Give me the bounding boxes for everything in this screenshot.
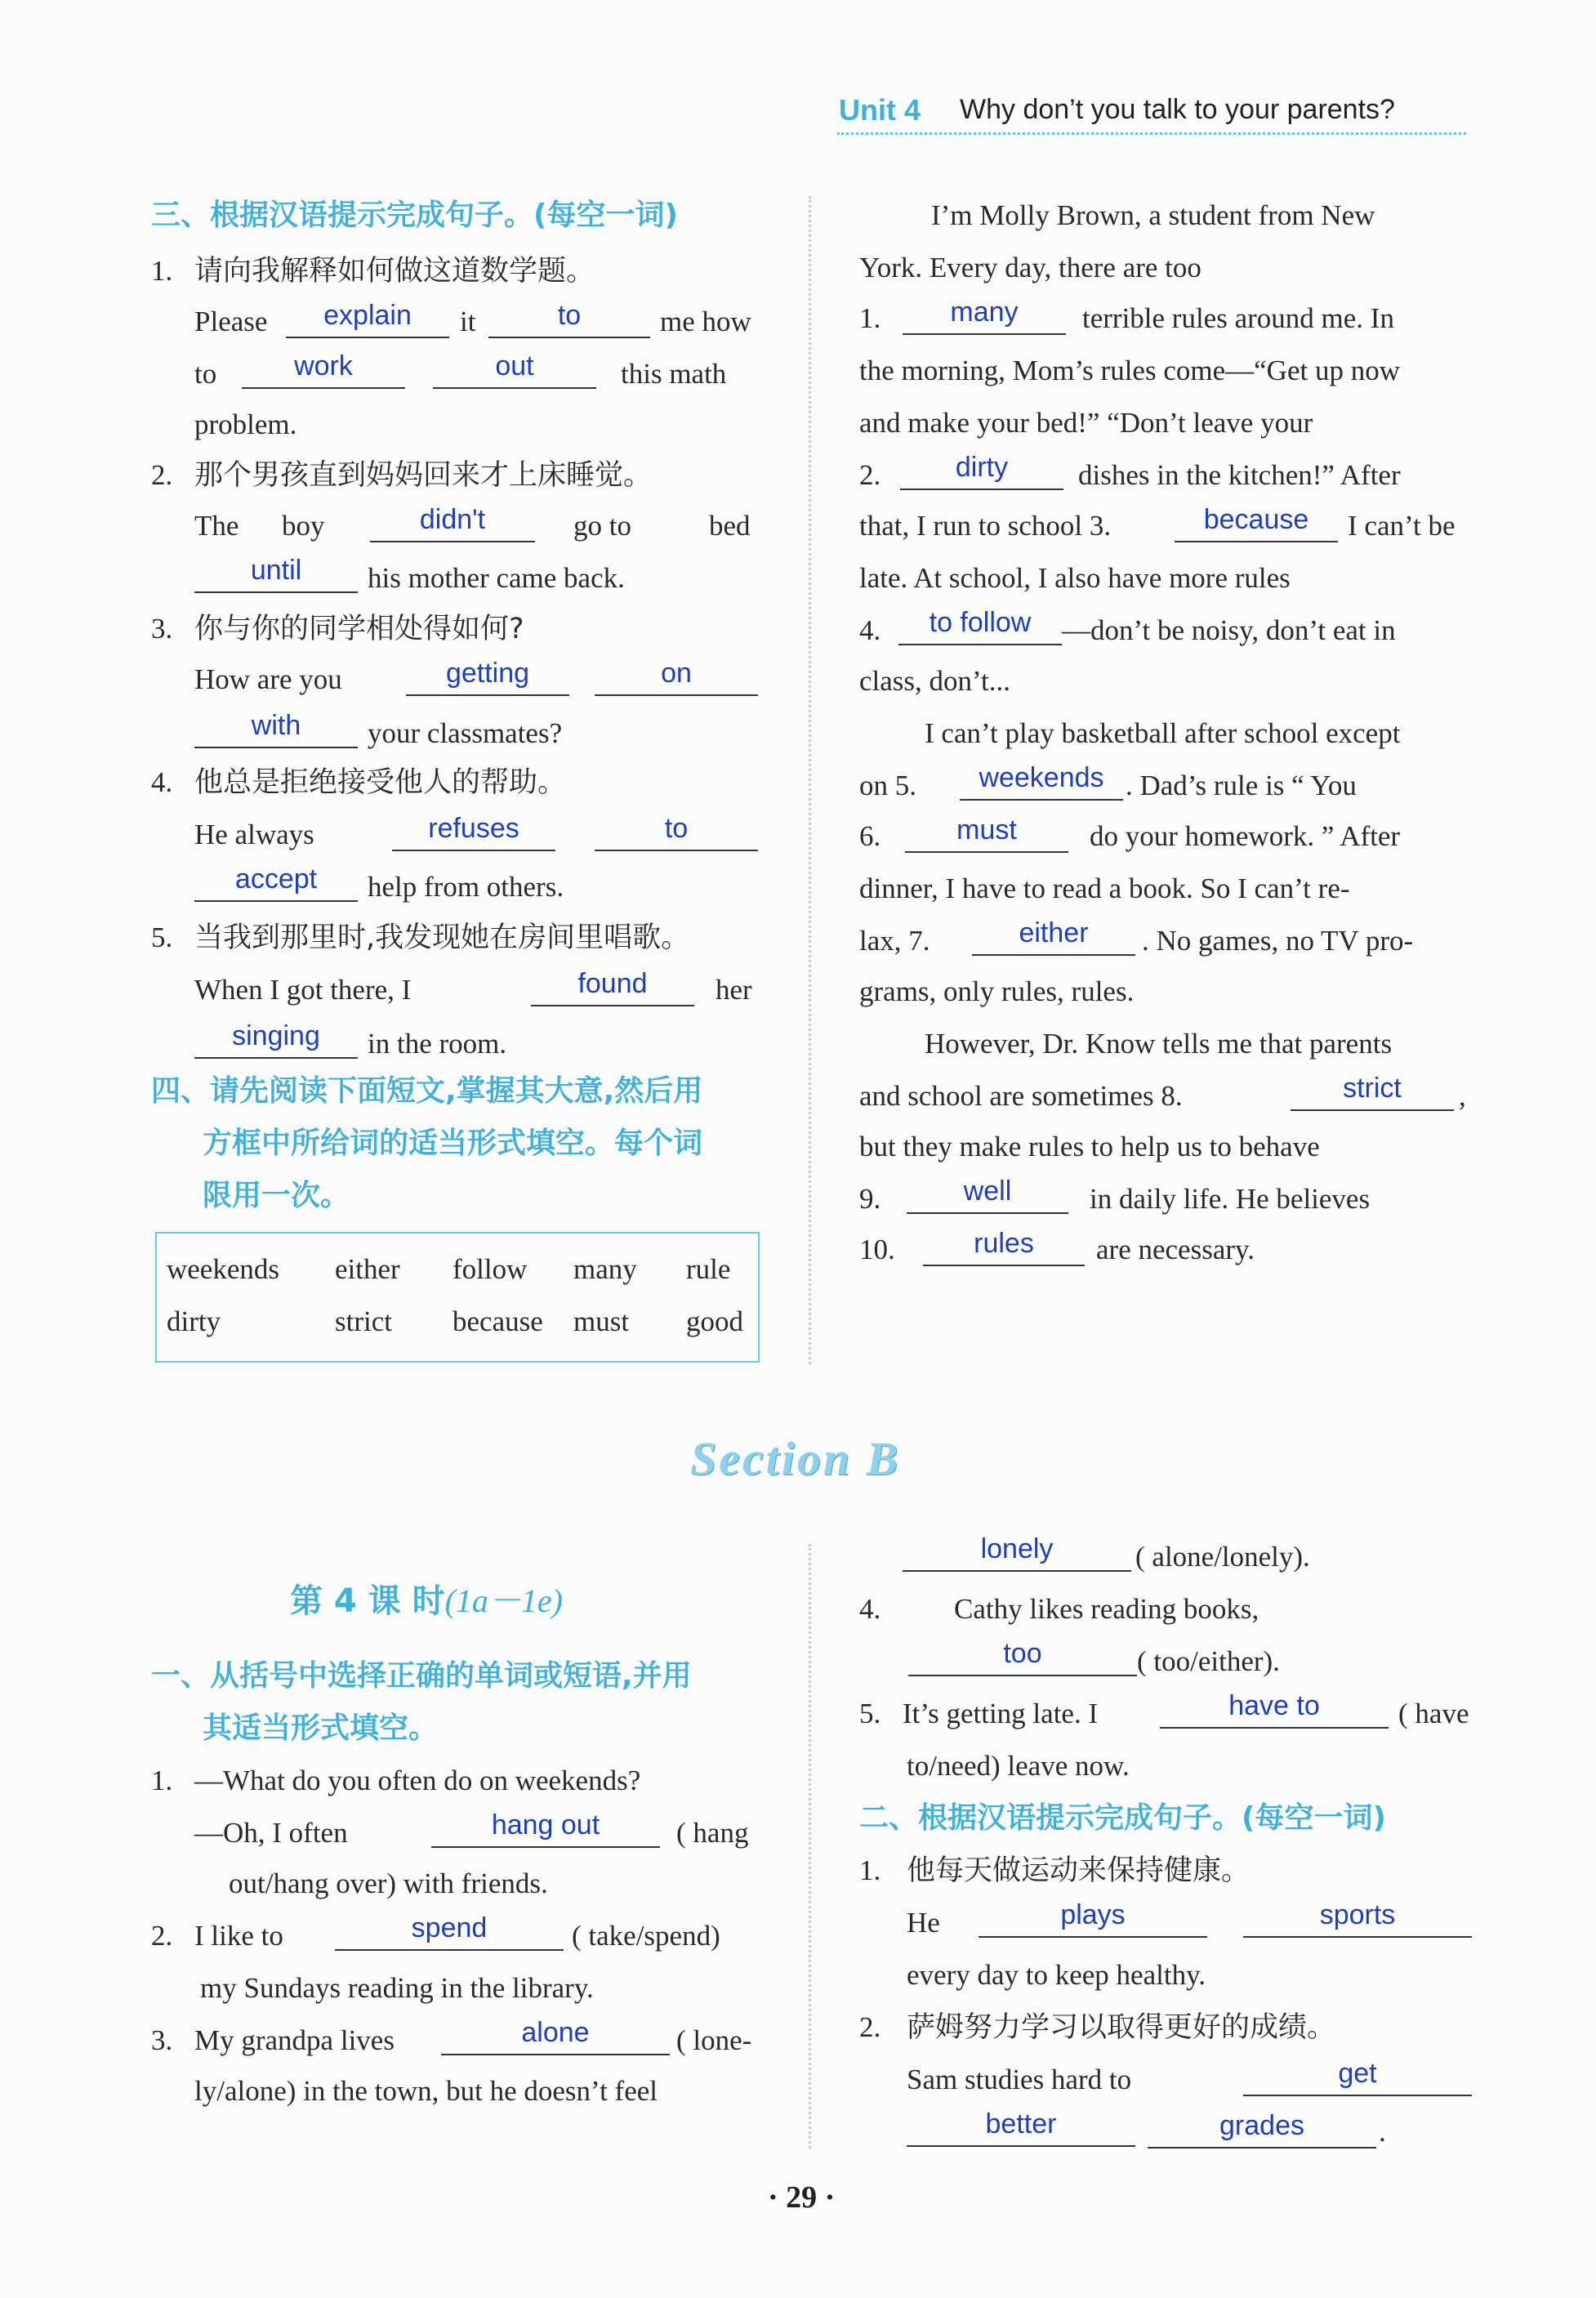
passage-line: dishes in the kitchen!” After bbox=[1078, 459, 1401, 491]
q5-answer-1: found bbox=[531, 967, 694, 1006]
section-b-title: Section B bbox=[690, 1432, 901, 1485]
blank-6: must bbox=[905, 814, 1068, 853]
passage-line: terrible rules around me. In bbox=[1082, 302, 1394, 334]
unit-label: Unit 4 bbox=[839, 93, 921, 127]
q1-answer-3: work bbox=[242, 350, 405, 389]
passage-line: 2. bbox=[859, 459, 881, 491]
passage-line: I can’t be bbox=[1348, 510, 1456, 542]
page-header bbox=[837, 88, 1466, 139]
passage-line: 10. bbox=[859, 1234, 895, 1265]
column-divider-top bbox=[809, 196, 811, 1364]
word: either bbox=[335, 1253, 400, 1285]
q4-number: 4. bbox=[151, 766, 173, 798]
blank-2: dirty bbox=[900, 451, 1063, 490]
q2-text-his: his mother came back. bbox=[368, 562, 625, 594]
q3-answer-3: with bbox=[194, 709, 358, 748]
q1-text-to: to bbox=[194, 358, 217, 390]
passage-line: —don’t be noisy, don’t eat in bbox=[1062, 614, 1396, 646]
q3-text-how: How are you bbox=[194, 663, 342, 695]
part4-heading-line3: 限用一次。 bbox=[203, 1179, 350, 1212]
b1-q4-number: 4. bbox=[859, 1593, 881, 1625]
passage-line: I’m Molly Brown, a student from New bbox=[931, 199, 1375, 231]
b1-q3-answer-2: lonely bbox=[903, 1533, 1131, 1572]
column-divider-bottom bbox=[809, 1544, 811, 2149]
blank-5: weekends bbox=[960, 761, 1123, 801]
part3-heading: 三、根据汉语提示完成句子。(每空一词) bbox=[151, 199, 678, 232]
word: rule bbox=[686, 1253, 731, 1285]
q1-text-please: Please bbox=[194, 306, 268, 337]
blank-8: strict bbox=[1291, 1072, 1454, 1111]
passage-line: are necessary. bbox=[1096, 1234, 1255, 1265]
passage-line: class, don’t... bbox=[859, 665, 1011, 697]
b2-q2-answer-1: get bbox=[1243, 2057, 1472, 2096]
lesson-title bbox=[290, 1575, 563, 1622]
word: because bbox=[452, 1305, 543, 1337]
b1-q1-line1: —What do you often do on weekends? bbox=[194, 1765, 641, 1796]
b1-q3-line2: ly/alone) in the town, but he doesn’t feel bbox=[194, 2075, 658, 2107]
b1-q2-line1b: ( take/spend) bbox=[572, 1920, 720, 1952]
word: many bbox=[573, 1253, 637, 1285]
passage-line: . Dad’s rule is “ You bbox=[1126, 770, 1357, 801]
passage-line: that, I run to school 3. bbox=[859, 510, 1112, 542]
blank-3: because bbox=[1175, 503, 1338, 542]
passage-line: late. At school, I also have more rules bbox=[859, 562, 1291, 594]
b1-q4-line1: Cathy likes reading books, bbox=[954, 1593, 1259, 1625]
passage-line: on 5. bbox=[859, 770, 916, 801]
blank-9: well bbox=[907, 1175, 1068, 1214]
q1-answer-4: out bbox=[433, 350, 596, 389]
b1-q4-line2: ( too/either). bbox=[1137, 1645, 1280, 1677]
q1-text-problem: problem. bbox=[194, 408, 297, 440]
q2-text-goto: go to bbox=[573, 510, 631, 542]
q3-answer-2: on bbox=[595, 657, 758, 696]
passage-line: lax, 7. bbox=[859, 925, 930, 957]
q5-number: 5. bbox=[151, 921, 173, 953]
b2-q2-number: 2. bbox=[859, 2011, 881, 2043]
lesson-range: (1a－1e) bbox=[444, 1582, 564, 1619]
partB1-heading-line1: 一、从括号中选择正确的单词或短语,并用 bbox=[151, 1659, 692, 1693]
q5-text-her: her bbox=[716, 974, 752, 1006]
q1-answer-1: explain bbox=[286, 299, 449, 338]
b1-q1-line2a: —Oh, I often bbox=[194, 1817, 348, 1849]
q3-answer-1: getting bbox=[406, 657, 569, 696]
word-box bbox=[155, 1232, 760, 1363]
q4-answer-2: to bbox=[595, 812, 758, 851]
passage-line: I can’t play basketball after school except bbox=[925, 717, 1401, 749]
b1-q5-line1a: It’s getting late. I bbox=[903, 1698, 1099, 1729]
blank-7: either bbox=[972, 917, 1135, 956]
header-underline bbox=[837, 132, 1466, 135]
b1-q3-line1a: My grandpa lives bbox=[194, 2024, 395, 2056]
b1-q5-line2: to/need) leave now. bbox=[907, 1750, 1130, 1782]
b1-q2-line2: my Sundays reading in the library. bbox=[200, 1972, 594, 2004]
q5-chinese: 当我到那里时,我发现她在房间里唱歌。 bbox=[194, 921, 690, 954]
b1-q1-answer: hang out bbox=[431, 1809, 660, 1848]
q3-number: 3. bbox=[151, 613, 173, 645]
q1-text-it: it bbox=[460, 306, 476, 337]
passage-line: However, Dr. Know tells me that parents bbox=[925, 1028, 1393, 1060]
b1-q4-answer: too bbox=[908, 1637, 1137, 1676]
b1-q3-number: 3. bbox=[151, 2024, 173, 2056]
passage-line: 1. bbox=[859, 302, 881, 334]
word: follow bbox=[452, 1253, 528, 1285]
partB2-heading: 二、根据汉语提示完成句子。(每空一词) bbox=[859, 1801, 1386, 1835]
q5-answer-2: singing bbox=[194, 1020, 358, 1059]
lesson-title-text: 第 4 课 时 bbox=[290, 1582, 445, 1620]
b2-q2-text-sam: Sam studies hard to bbox=[907, 2064, 1132, 2095]
passage-line: dinner, I have to read a book. So I can’t re- bbox=[859, 872, 1350, 904]
b1-q5-answer: have to bbox=[1160, 1689, 1389, 1729]
q1-text-mehow: me how bbox=[660, 306, 751, 337]
q1-answer-2: to bbox=[488, 299, 650, 338]
unit-title: Why don’t you talk to your parents? bbox=[960, 94, 1395, 125]
passage-line: but they make rules to help us to behave bbox=[859, 1131, 1320, 1162]
q4-answer-1: refuses bbox=[392, 812, 555, 851]
q3-chinese: 你与你的同学相处得如何? bbox=[194, 613, 524, 645]
q1-number: 1. bbox=[151, 255, 173, 287]
q5-text-when: When I got there, I bbox=[194, 974, 412, 1006]
b2-q1-answer-1: plays bbox=[979, 1899, 1207, 1938]
passage-line: the morning, Mom’s rules come—“Get up now bbox=[859, 355, 1400, 386]
b2-q1-answer-2: sports bbox=[1243, 1899, 1472, 1938]
b2-q2-chinese: 萨姆努力学习以取得更好的成绩。 bbox=[907, 2011, 1336, 2044]
passage-line: . No games, no TV pro- bbox=[1142, 925, 1414, 957]
blank-1: many bbox=[903, 296, 1066, 335]
b2-q1-chinese: 他每天做运动来保持健康。 bbox=[907, 1854, 1250, 1887]
part4-heading-line2: 方框中所给词的适当形式填空。每个词 bbox=[203, 1127, 703, 1160]
passage-line: do your homework. ” After bbox=[1090, 820, 1401, 852]
word: weekends bbox=[167, 1253, 280, 1285]
b1-q2-answer: spend bbox=[335, 1912, 564, 1951]
q3-text-your: your classmates? bbox=[368, 717, 563, 749]
passage-line: in daily life. He believes bbox=[1090, 1183, 1371, 1215]
b1-q2-line1a: I like to bbox=[194, 1920, 283, 1952]
passage-line: York. Every day, there are too bbox=[859, 252, 1201, 283]
passage-line: and school are sometimes 8. bbox=[859, 1080, 1183, 1112]
q2-number: 2. bbox=[151, 459, 173, 491]
word: strict bbox=[335, 1305, 392, 1337]
word: must bbox=[573, 1305, 630, 1337]
q4-answer-3: accept bbox=[194, 863, 358, 902]
b1-q5-line1b: ( have bbox=[1398, 1698, 1469, 1729]
b1-q3-line1b: ( lone- bbox=[676, 2024, 752, 2056]
blank-4: to follow bbox=[898, 606, 1062, 645]
b2-q1-number: 1. bbox=[859, 1854, 881, 1886]
passage-line: 6. bbox=[859, 820, 881, 852]
q5-text-in: in the room. bbox=[368, 1028, 507, 1060]
q2-text-boy: boy bbox=[282, 510, 325, 542]
q4-chinese: 他总是拒绝接受他人的帮助。 bbox=[194, 766, 567, 799]
b1-q3-line3: ( alone/lonely). bbox=[1135, 1541, 1310, 1573]
b2-q1-text-every: every day to keep healthy. bbox=[907, 1959, 1206, 1991]
b2-q1-text-he: He bbox=[907, 1907, 940, 1939]
q2-answer-2: until bbox=[194, 554, 358, 593]
b1-q1-line2b: ( hang bbox=[676, 1817, 749, 1849]
blank-10: rules bbox=[923, 1227, 1085, 1266]
passage-line: , bbox=[1459, 1080, 1466, 1112]
q2-text-the: The bbox=[194, 510, 239, 542]
q4-text-help: help from others. bbox=[368, 871, 564, 903]
passage-line: and make your bed!” “Don’t leave your bbox=[859, 407, 1313, 439]
passage-line: 9. bbox=[859, 1183, 881, 1215]
word: good bbox=[686, 1305, 743, 1337]
q4-text-he: He always bbox=[194, 819, 314, 850]
part4-heading-line1: 四、请先阅读下面短文,掌握其大意,然后用 bbox=[151, 1074, 703, 1108]
q2-answer-1: didn't bbox=[370, 503, 535, 542]
b2-q2-answer-2: better bbox=[907, 2108, 1135, 2147]
b2-q2-answer-3: grades bbox=[1148, 2109, 1376, 2149]
b1-q2-number: 2. bbox=[151, 1920, 173, 1952]
b1-q3-answer-1: alone bbox=[441, 2016, 670, 2055]
page-number: · 29 · bbox=[768, 2180, 836, 2215]
q1-text-thismath: this math bbox=[621, 358, 727, 390]
q2-chinese: 那个男孩直到妈妈回来才上床睡觉。 bbox=[194, 459, 653, 492]
b1-q1-number: 1. bbox=[151, 1765, 173, 1796]
word: dirty bbox=[167, 1305, 221, 1337]
b1-q5-number: 5. bbox=[859, 1698, 881, 1729]
q1-chinese: 请向我解释如何做这道数学题。 bbox=[194, 255, 595, 288]
partB1-heading-line2: 其适当形式填空。 bbox=[203, 1711, 439, 1745]
q2-text-bed: bed bbox=[709, 510, 751, 542]
passage-line: grams, only rules, rules. bbox=[859, 975, 1135, 1007]
passage-line: 4. bbox=[859, 614, 881, 646]
b1-q1-line3: out/hang over) with friends. bbox=[229, 1867, 548, 1899]
b2-q2-text-dot: . bbox=[1379, 2116, 1386, 2148]
